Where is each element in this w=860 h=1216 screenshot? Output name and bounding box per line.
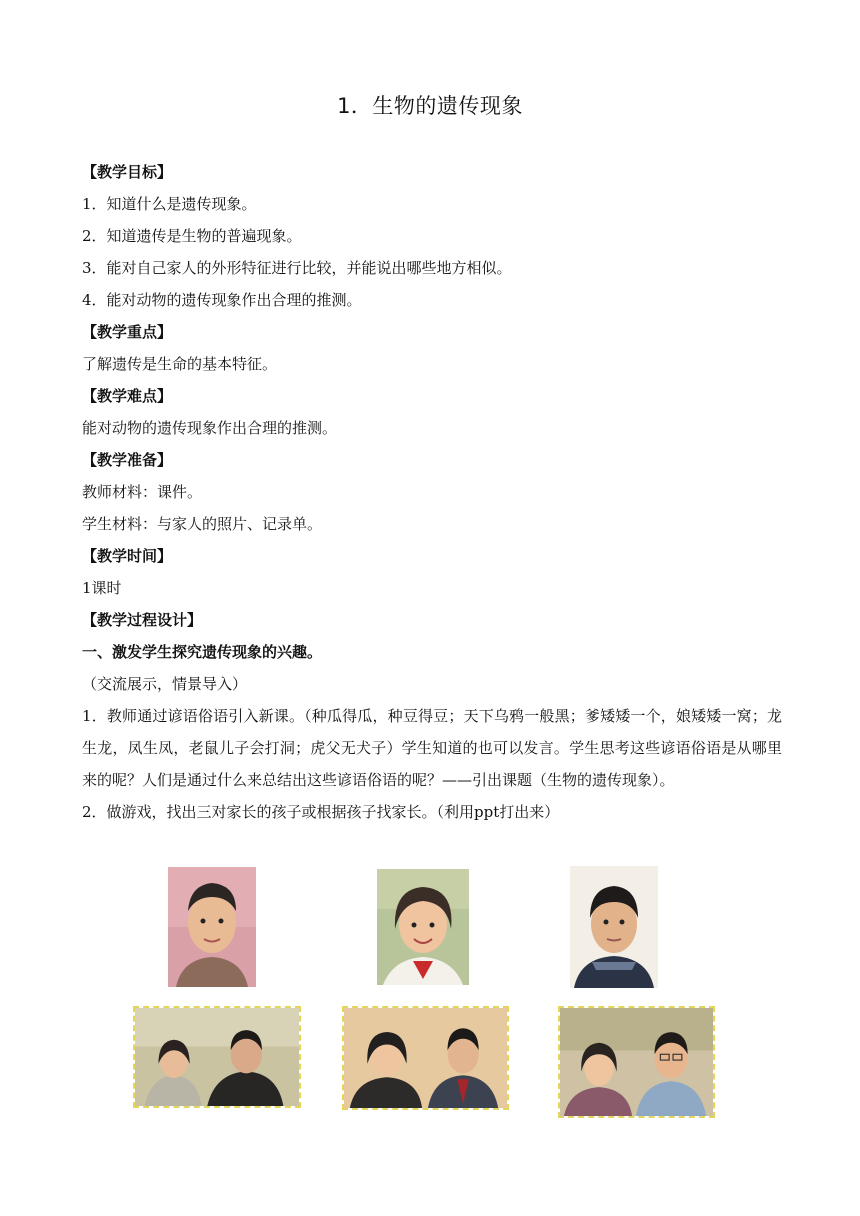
text-line: 1课时: [82, 579, 122, 597]
child-photo-1: [168, 867, 256, 987]
text-line: （交流展示，情景导入）: [82, 675, 248, 693]
text-line: 了解遗传是生命的基本特征。: [82, 355, 278, 373]
section-heading: 【教学目标】: [82, 163, 173, 181]
page-title: 1．生物的遗传现象: [337, 94, 523, 118]
section-heading: 【教学准备】: [82, 451, 173, 469]
section-heading: 【教学重点】: [82, 323, 173, 341]
text-line: 1．知道什么是遗传现象。: [82, 195, 257, 213]
text-line: 学生材料：与家人的照片、记录单。: [82, 515, 323, 533]
parents-photo-2: [342, 1006, 509, 1110]
paragraph: 1．教师通过谚语俗语引入新课。（种瓜得瓜，种豆得豆；天下乌鸦一般黑；爹矮矮一个，娘矮矮一窝；龙生龙，凤生凤，老鼠儿子会打洞；虎父无犬子）学生知道的也可以发言。学生思考这些谚语俗语是从哪里来的呢？人们是通过什么来总结出这些谚语俗语的呢？——引出课题（生物的遗传现象）。: [82, 707, 782, 789]
section-heading: 一、激发学生探究遗传现象的兴趣。: [82, 643, 323, 661]
text-line: 2．知道遗传是生物的普遍现象。: [82, 227, 302, 245]
section-heading: 【教学时间】: [82, 547, 173, 565]
text-line: 教师材料：课件。: [82, 483, 203, 501]
section-heading: 【教学过程设计】: [82, 611, 203, 629]
child-photo-3: [570, 866, 658, 988]
text-line: 能对动物的遗传现象作出合理的推测。: [82, 419, 338, 437]
parents-photo-3: [558, 1006, 715, 1118]
child-photo-2: [377, 869, 469, 985]
text-line: 4．能对动物的遗传现象作出合理的推测。: [82, 291, 362, 309]
text-line: 2．做游戏，找出三对家长的孩子或根据孩子找家长。（利用ppt打出来）: [82, 803, 560, 821]
text-line: 3．能对自己家人的外形特征进行比较，并能说出哪些地方相似。: [82, 259, 512, 277]
section-heading: 【教学难点】: [82, 387, 173, 405]
parents-photo-1: [133, 1006, 301, 1108]
